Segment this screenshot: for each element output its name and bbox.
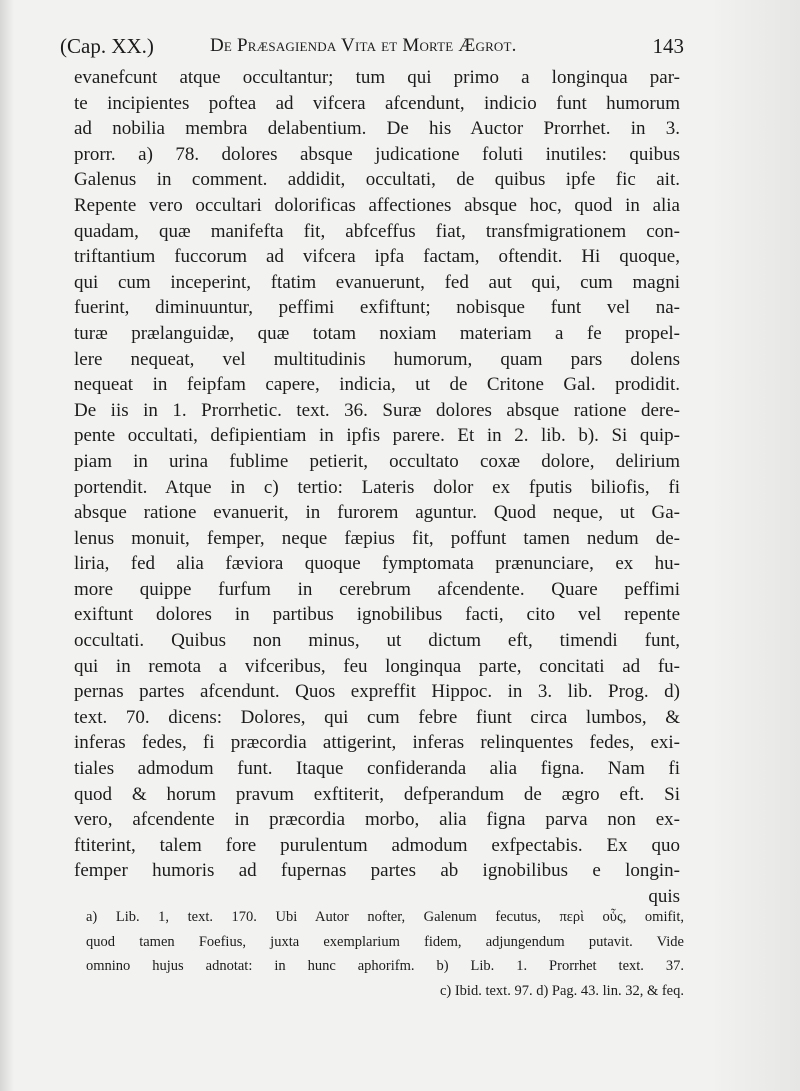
text-line: lenus monuit, femper, neque fæpius fit, poffunt tamen nedum de-: [74, 527, 680, 549]
text-line: absque ratione evanuerit, in furorem aguntur. Quod neque, ut Ga-: [74, 502, 680, 524]
text-line: quis: [648, 886, 680, 907]
text-line: ad nobilia membra delabentium. De his Auctor Prorrhet. in 3.: [74, 118, 680, 140]
running-header: [60, 30, 684, 62]
text-line: lere nequeat, vel multitudinis humorum, quam pars dolens: [74, 348, 680, 370]
text-line: pente occultati, defipientiam in ipfis parere. Et in 2. lib. b). Si quip-: [74, 425, 680, 447]
footnotes: [86, 905, 684, 1003]
text-line: te incipientes poftea ad vifcera afcendunt, indicio funt humorum: [74, 92, 680, 114]
text-line: text. 70. dicens: Dolores, qui cum febre fiunt circa lumbos, &: [74, 706, 680, 728]
text-line: piam in urina fublime petierit, occultato coxæ dolore, delirium: [74, 450, 680, 472]
footnote-line: omnino hujus adnotat: in hunc aphorifm. b) Lib. 1. Prorrhet text. 37.: [86, 958, 684, 974]
text-line: ftiterint, talem fore purulentum admodum exfpectabis. Ex quo: [74, 834, 680, 856]
text-line: prorr. a) 78. dolores absque judicatione foluti inutiles: quibus: [74, 143, 680, 165]
text-line: qui in remota a vifceribus, feu longinqua parte, concitati ad fu-: [74, 655, 680, 677]
text-line: portendit. Atque in c) tertio: Lateris dolor ex fputis biliofis, fi: [74, 476, 680, 498]
text-line: femper humoris ad fupernas partes ab ignobilibus e longin-: [74, 860, 680, 882]
text-line: inferas fedes, fi præcordia attigerint, inferas relinquentes fedes, exi-: [74, 732, 680, 754]
facing-page-bleed: [710, 0, 800, 1091]
text-line: quadam, quæ manifefta fit, abfceffus fiat, transfmigrationem con-: [74, 220, 680, 242]
footnote-line: c) Ibid. text. 97. d) Pag. 43. lin. 32, & feq.: [439, 982, 684, 999]
text-line: pernas partes afcendunt. Quos expreffit Hippoc. in 3. lib. Prog. d): [74, 681, 680, 703]
text-line: vero, afcendente in præcordia morbo, alia figna parva non ex-: [74, 809, 680, 831]
text-line: De iis in 1. Prorrhetic. text. 36. Suræ dolores absque ratione dere-: [74, 399, 680, 421]
text-line: fuerint, diminuuntur, peffimi exfiftunt; nobisque funt vel na-: [74, 297, 680, 319]
footnote-line: a) Lib. 1, text. 170. Ubi Autor nofter, Galenum fecutus, περὶ οὗς, omifit,: [86, 909, 684, 925]
text-line: exiftunt dolores in partibus ignobilibus facti, cito vel repente: [74, 604, 680, 626]
text-line: Repente vero occultari dolorificas affectiones absque hoc, quod in alia: [74, 194, 680, 216]
text-line: qui cum inceperint, ftatim evanuerunt, fed aut qui, cum magni: [74, 271, 680, 293]
text-line: triftantium fuccorum ad vifcera ipfa factam, oftendit. Hi quoque,: [74, 246, 680, 268]
footnote-line: quod tamen Foefius, juxta exemplarium fidem, adjungendum putavit. Vide: [86, 933, 684, 950]
text-line: quod & horum pravum exftiterit, defperandum de ægro eft. Si: [74, 783, 680, 805]
text-line: more quippe furfum in cerebrum afcendente. Quare peffimi: [74, 578, 680, 600]
text-line: occultati. Quibus non minus, ut dictum eft, timendi funt,: [74, 630, 680, 652]
text-line: evanefcunt atque occultantur; tum qui primo a longinqua par-: [74, 67, 680, 88]
text-line: turæ prælanguidæ, quæ totam noxiam materiam a fe propel-: [74, 322, 680, 344]
page-number: 143: [652, 34, 684, 58]
main-text: [74, 65, 680, 910]
chapter-label: (Cap. XX.): [60, 34, 154, 58]
text-line: liria, fed alia fæviora quoque fymptomata prænunciare, ex hu-: [74, 553, 680, 575]
text-line: tiales admodum funt. Itaque confideranda alia figna. Nam fi: [74, 758, 680, 780]
text-line: nequeat in feipfam capere, indicia, ut de Critone Gal. prodidit.: [74, 374, 680, 396]
running-title: De Præsagienda Vita et Morte Ægrot.: [210, 35, 517, 56]
page-gutter-shadow: [0, 0, 14, 1091]
text-line: Galenus in comment. addidit, occultati, de quibus ipfe fic ait.: [74, 169, 680, 191]
